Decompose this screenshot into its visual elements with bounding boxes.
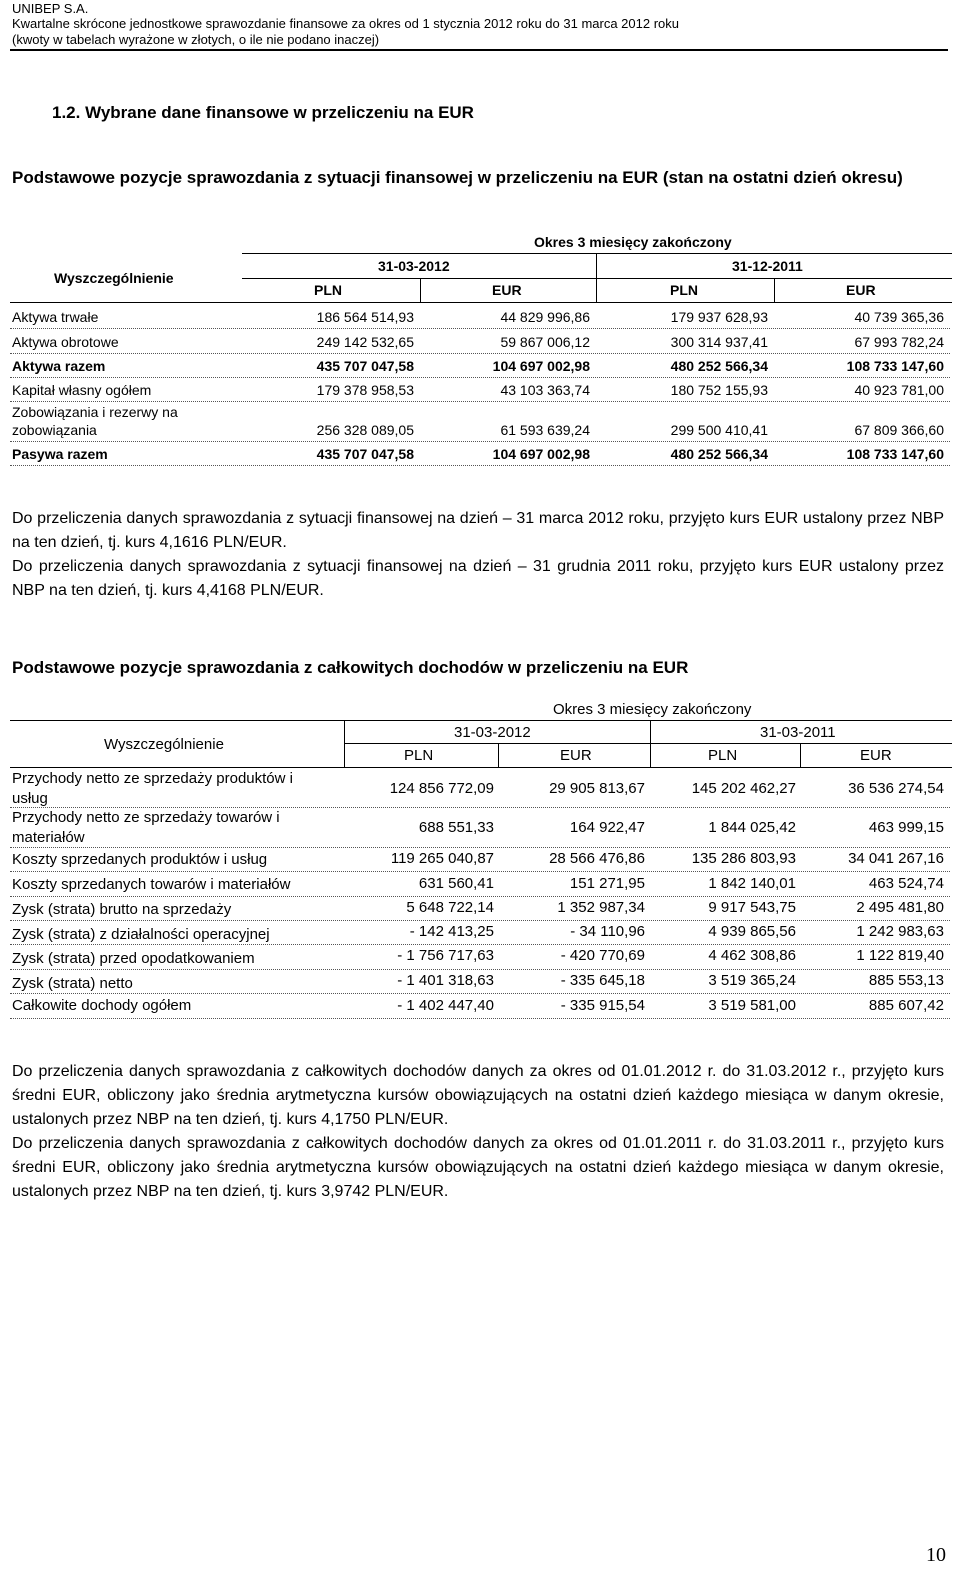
table1-cell: 40 739 365,36 [854,309,944,325]
table1-cell: 435 707 047,58 [316,446,414,462]
table1-heading: Podstawowe pozycje sprawozdania z sytuacji finansowej w przeliczeniu na EUR (stan na ostatni dzień okresu) [12,168,903,187]
table2-cell: 145 202 462,27 [691,780,796,797]
report-title: Kwartalne skrócone jednostkowe sprawozdanie finansowe za okres od 1 stycznia 2012 roku do 31 marca 2012 roku [12,16,679,31]
table1-cell: 104 697 002,98 [492,446,590,462]
row-separator [10,465,950,466]
table1-cell: 435 707 047,58 [316,358,414,374]
note-paragraph: Do przeliczenia danych sprawozdania z sytuacji finansowej na dzień – 31 marca 2012 roku, przyjęto kurs EUR ustalony przez NBP na ten dzień, tj. kurs 4,1616 PLN/EUR. [12,510,944,551]
table2-row-label-cont: usług [12,790,48,807]
company-name: UNIBEP S.A. [12,1,89,16]
table1-cell: 61 593 639,24 [500,422,590,438]
table2-cur-eur1: EUR [560,747,592,764]
table2-heading: Podstawowe pozycje sprawozdania z całkowitych dochodów w przeliczeniu na EUR [12,658,689,677]
table1-rule [242,253,952,254]
table2-cell: 4 462 308,86 [708,947,796,964]
table2-cell: - 420 770,69 [560,947,645,964]
table2-rule [10,720,952,721]
exchange-rate-note-2 [12,1060,944,1204]
table2-cell: 1 842 140,01 [708,875,796,892]
table1-cur-eur1: EUR [492,282,522,298]
row-separator [10,969,950,970]
row-separator [10,993,950,994]
row-separator [10,944,950,945]
table2-cell: 9 917 543,75 [708,899,796,916]
units-note: (kwoty w tabelach wyrażone w złotych, o ile nie podano inaczej) [12,32,380,47]
table1-cur-eur2: EUR [846,282,876,298]
table2-date1: 31-03-2012 [454,724,531,741]
table2-cell: - 335 645,18 [560,972,645,989]
table2-cell: 119 265 040,87 [390,850,494,867]
table1-row-label: Aktywa obrotowe [12,334,119,350]
table2-cell: 1 242 983,63 [856,923,944,940]
table1-cell: 180 752 155,93 [670,382,768,398]
table2-row-label: Zysk (strata) netto [12,975,133,992]
table2-cell: 631 560,41 [418,875,494,892]
table2-row-label: Zysk (strata) z działalności operacyjnej [12,926,270,943]
table2-row-label: Koszty sprzedanych towarów i materiałów [12,876,291,893]
row-separator [10,920,950,921]
row-separator [10,328,950,329]
table1-cell: 104 697 002,98 [492,358,590,374]
table1-cell: 299 500 410,41 [670,422,768,438]
note-paragraph: Do przeliczenia danych sprawozdania z całkowitych dochodów danych za okres od 01.01.2012 r. do 31.03.2012 r., przyjęto kurs średni EUR, obliczony jako średnia arytmetyczna kursów obowiązujących na ostatni dzień każdego miesiąca w danym okresie, ustalonych przez NBP na ten dzień, tj. kurs 4,1750 PLN/EUR. [12,1063,944,1128]
table2-cell: 4 939 865,56 [708,923,796,940]
note-paragraph: Do przeliczenia danych sprawozdania z całkowitych dochodów danych za okres od 01.01.2011 r. do 31.03.2011 r., przyjęto kurs średni EUR, obliczony jako średnia arytmetyczna kursów obowiązujących na ostatni dzień każdego miesiąca w danym okresie, ustalonych przez NBP na ten dzień, tj. kurs 3,9742 PLN/EUR. [12,1135,944,1200]
table1-date2: 31-12-2011 [732,258,803,274]
table1-row-label: Aktywa razem [12,358,106,374]
table2-cell: 1 352 987,34 [557,899,645,916]
table2-rule [10,767,952,768]
table1-cell: 108 733 147,60 [846,358,944,374]
table1-cell: 67 809 366,60 [854,422,944,438]
table2-cell: - 335 915,54 [560,997,645,1014]
table1-cur-pln1: PLN [314,282,342,298]
table1-cell: 249 142 532,65 [316,334,414,350]
row-separator [10,807,950,808]
table1-row-label: Aktywa trwałe [12,309,99,325]
exchange-rate-note-1 [12,507,944,603]
table2-cell: 164 922,47 [569,819,645,836]
header-rule [10,49,948,51]
table1-cell: 256 328 089,05 [316,422,414,438]
table2-cell: 1 844 025,42 [708,819,796,836]
table2-cell: - 1 756 717,63 [397,947,494,964]
table2-divider [650,720,651,767]
table1-cell: 44 829 996,86 [500,309,590,325]
table1-rule [242,278,952,279]
note-paragraph: Do przeliczenia danych sprawozdania z sytuacji finansowej na dzień – 31 grudnia 2011 roku, przyjęto kurs EUR ustalony przez NBP na ten dzień, tj. kurs 4,4168 PLN/EUR. [12,558,944,599]
table1-cell: 43 103 363,74 [500,382,590,398]
table2-cell: - 34 110,96 [570,923,645,940]
table1-cell: 480 252 566,34 [670,446,768,462]
table2-cell: 463 999,15 [868,819,944,836]
table1-cell: 186 564 514,93 [316,309,414,325]
table1-divider [420,278,421,302]
table2-cell: 885 607,42 [868,997,944,1014]
row-separator [10,377,950,378]
table2-cur-pln2: PLN [708,747,738,764]
table2-row-label: Przychody netto ze sprzedaży towarów i [12,809,280,826]
table1-divider [774,278,775,302]
table2-cell: 5 648 722,14 [406,899,494,916]
table2-cell: 885 553,13 [868,972,944,989]
table2-divider [498,743,499,767]
table2-cell: 2 495 481,80 [856,899,944,916]
table2-row-label: Przychody netto ze sprzedaży produktów i [12,770,293,787]
table2-row-label: Koszty sprzedanych produktów i usług [12,851,268,868]
table2-row-label: Zysk (strata) brutto na sprzedaży [12,901,232,918]
table2-cell: 124 856 772,09 [389,780,494,797]
table2-row-label-cont: materiałów [12,829,85,846]
row-separator [10,1018,950,1019]
table2-date2: 31-03-2011 [760,724,836,741]
table2-cell: 3 519 365,24 [708,972,796,989]
row-separator [10,441,950,442]
table1-cell: 179 378 958,53 [316,382,414,398]
table2-cur-eur2: EUR [860,747,892,764]
table1-row-label: Pasywa razem [12,446,108,462]
table2-cell: - 142 413,25 [409,923,494,940]
table2-cell: 135 286 803,93 [691,850,796,867]
table2-row-label: Całkowite dochody ogółem [12,997,192,1014]
table2-cell: 34 041 267,16 [848,850,944,867]
table1-col-label: Wyszczególnienie [54,270,174,286]
table2-cell: 688 551,33 [418,819,494,836]
table2-cur-pln1: PLN [404,747,434,764]
table2-cell: - 1 402 447,40 [397,997,494,1014]
table2-cell: - 1 401 318,63 [397,972,494,989]
table1-cell: 179 937 628,93 [670,309,768,325]
table2-cell: 151 271,95 [569,875,645,892]
table1-cell: 59 867 006,12 [500,334,590,350]
section-title: 1.2. Wybrane dane finansowe w przeliczeniu na EUR [52,103,474,122]
table2-divider [344,720,345,767]
table2-row-label: Zysk (strata) przed opodatkowaniem [12,950,255,967]
table1-cell: 300 314 937,41 [670,334,768,350]
table2-cell: 3 519 581,00 [708,997,796,1014]
row-separator [10,353,950,354]
table1-row-label-cont: zobowiązania [12,422,97,438]
table2-col-label: Wyszczególnienie [104,736,224,753]
table1-rule [10,302,952,303]
row-separator [10,847,950,848]
table2-cell: 29 905 813,67 [549,780,645,797]
table1-cell: 40 923 781,00 [854,382,944,398]
table2-cell: 36 536 274,54 [848,780,944,797]
table1-row-label: Zobowiązania i rezerwy na [12,404,178,420]
table2-divider [800,743,801,767]
row-separator [10,871,950,872]
table1-divider [596,278,597,302]
row-separator [10,896,950,897]
table1-divider [596,253,597,278]
table2-cell: 463 524,74 [868,875,944,892]
table1-cell: 480 252 566,34 [670,358,768,374]
row-separator [10,401,950,402]
table1-date1: 31-03-2012 [378,258,450,274]
table2-cell: 1 122 819,40 [856,947,944,964]
page-number: 10 [926,1544,946,1566]
table1-cell: 67 993 782,24 [854,334,944,350]
table2-period: Okres 3 miesięcy zakończony [553,701,752,718]
table2-rule [344,743,952,744]
table1-row-label: Kapitał własny ogółem [12,382,152,398]
table1-period: Okres 3 miesięcy zakończony [534,234,732,250]
table1-cur-pln2: PLN [670,282,698,298]
table1-cell: 108 733 147,60 [846,446,944,462]
table2-cell: 28 566 476,86 [549,850,645,867]
